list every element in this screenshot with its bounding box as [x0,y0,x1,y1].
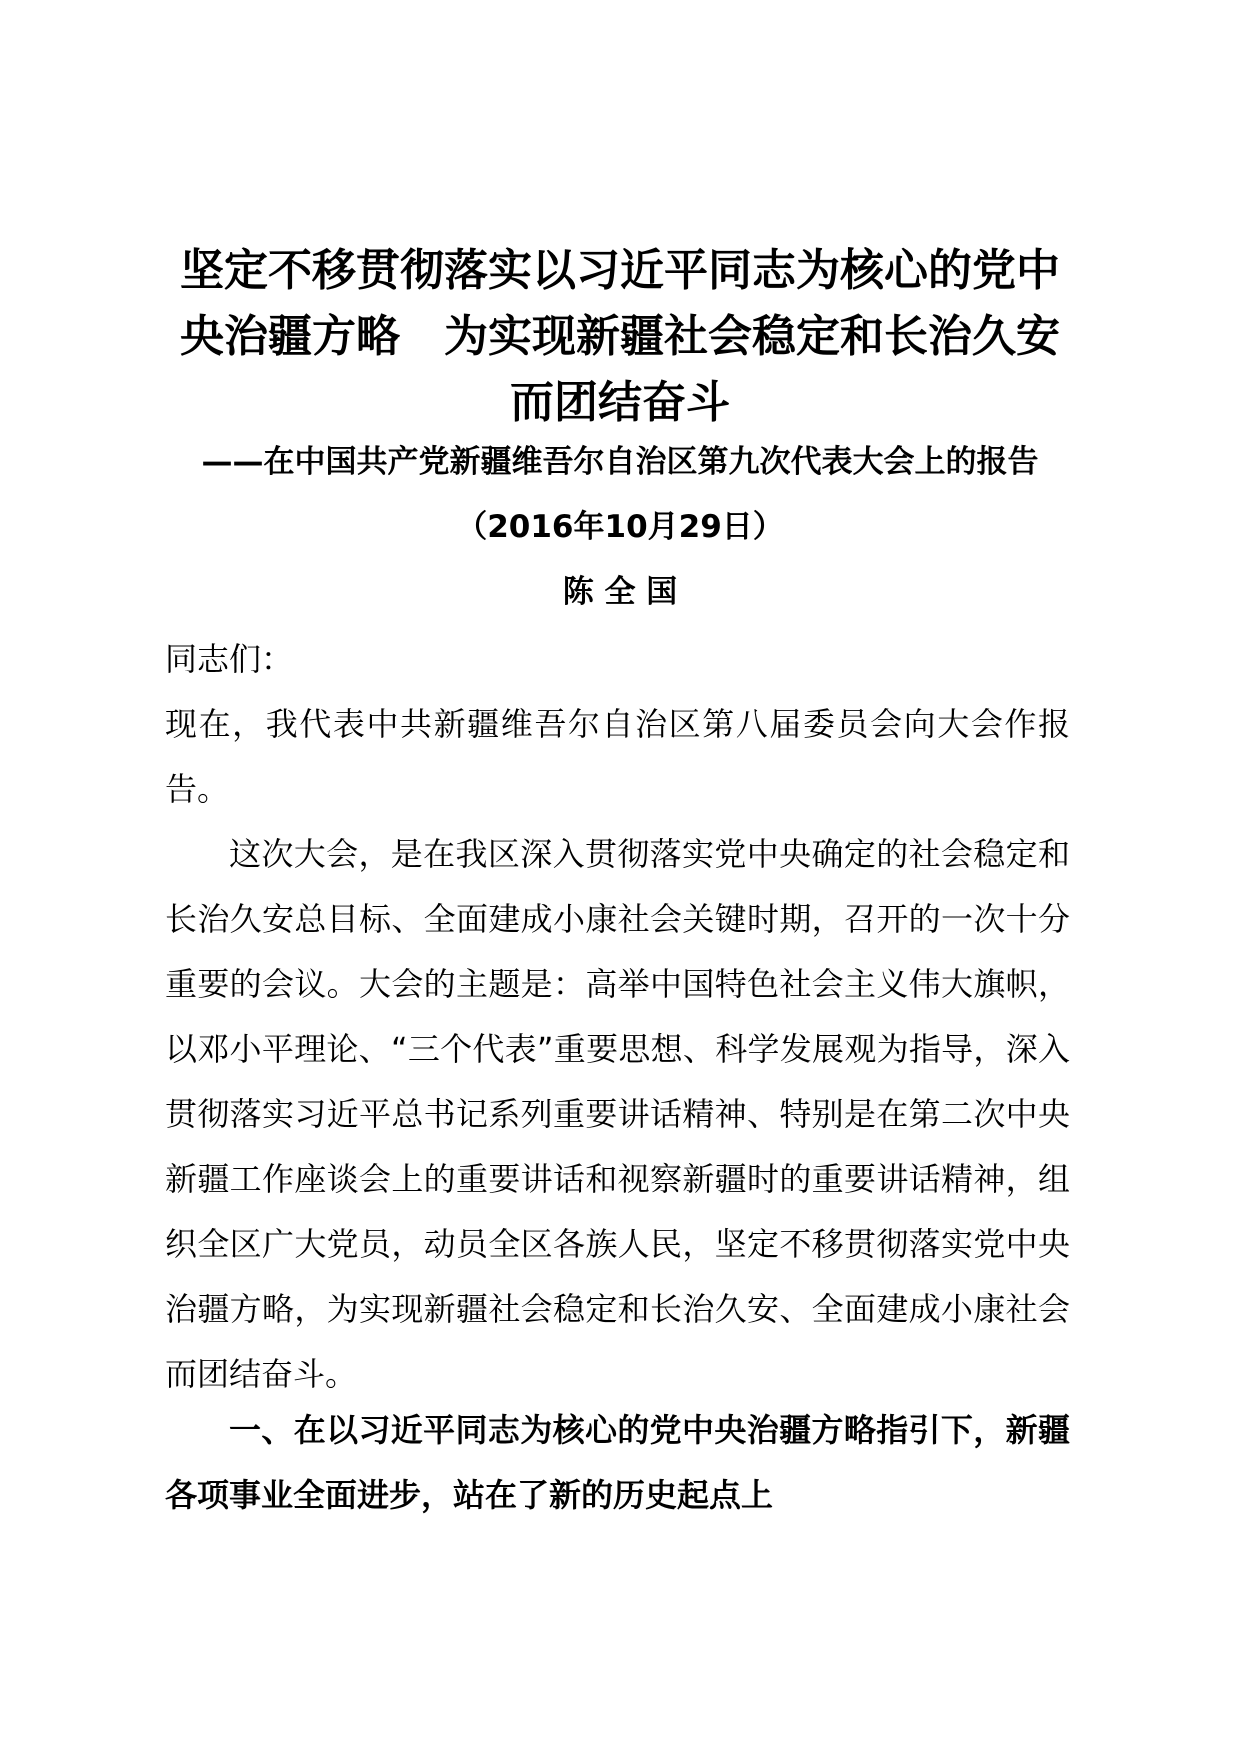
report-date: （2016年10月29日） [456,509,784,545]
author-name: 陈 全 国 [562,574,678,610]
document-subtitle: ——在中国共产党新疆维吾尔自治区第九次代表大会上的报告 [201,444,1039,480]
greeting: 同志们： [165,640,294,678]
section-heading: 一、在以习近平同志为核心的党中央治疆方略指引下，新疆各项事业全面进步，站在了新的历史起点上 [165,1411,1070,1514]
document-title: 坚定不移贯彻落实以习近平同志为核心的党中央治疆方略 为实现新疆社会稳定和长治久安而团结奋斗 [180,245,1060,428]
paragraph-1: 现在，我代表中共新疆维吾尔自治区第八届委员会向大会作报告。 [165,705,1070,808]
paragraph-2: 这次大会，是在我区深入贯彻落实党中央确定的社会稳定和长治久安总目标、全面建成小康社会关键时期，召开的一次十分重要的会议。大会的主题是：高举中国特色社会主义伟大旗帜，以邓小平理论、“三个代表”重要思想、科学发展观为指导，深入贯彻落实习近平总书记系列重要讲话精神、特别是在第二次中央新疆工作座谈会上的重要讲话和视察新疆时的重要讲话精神，组织全区广大党员，动员全区各族人民，坚定不移贯彻落实党中央治疆方略，为实现新疆社会稳定和长治久安、全面建成小康社会而团结奋斗。 [165,835,1070,1393]
